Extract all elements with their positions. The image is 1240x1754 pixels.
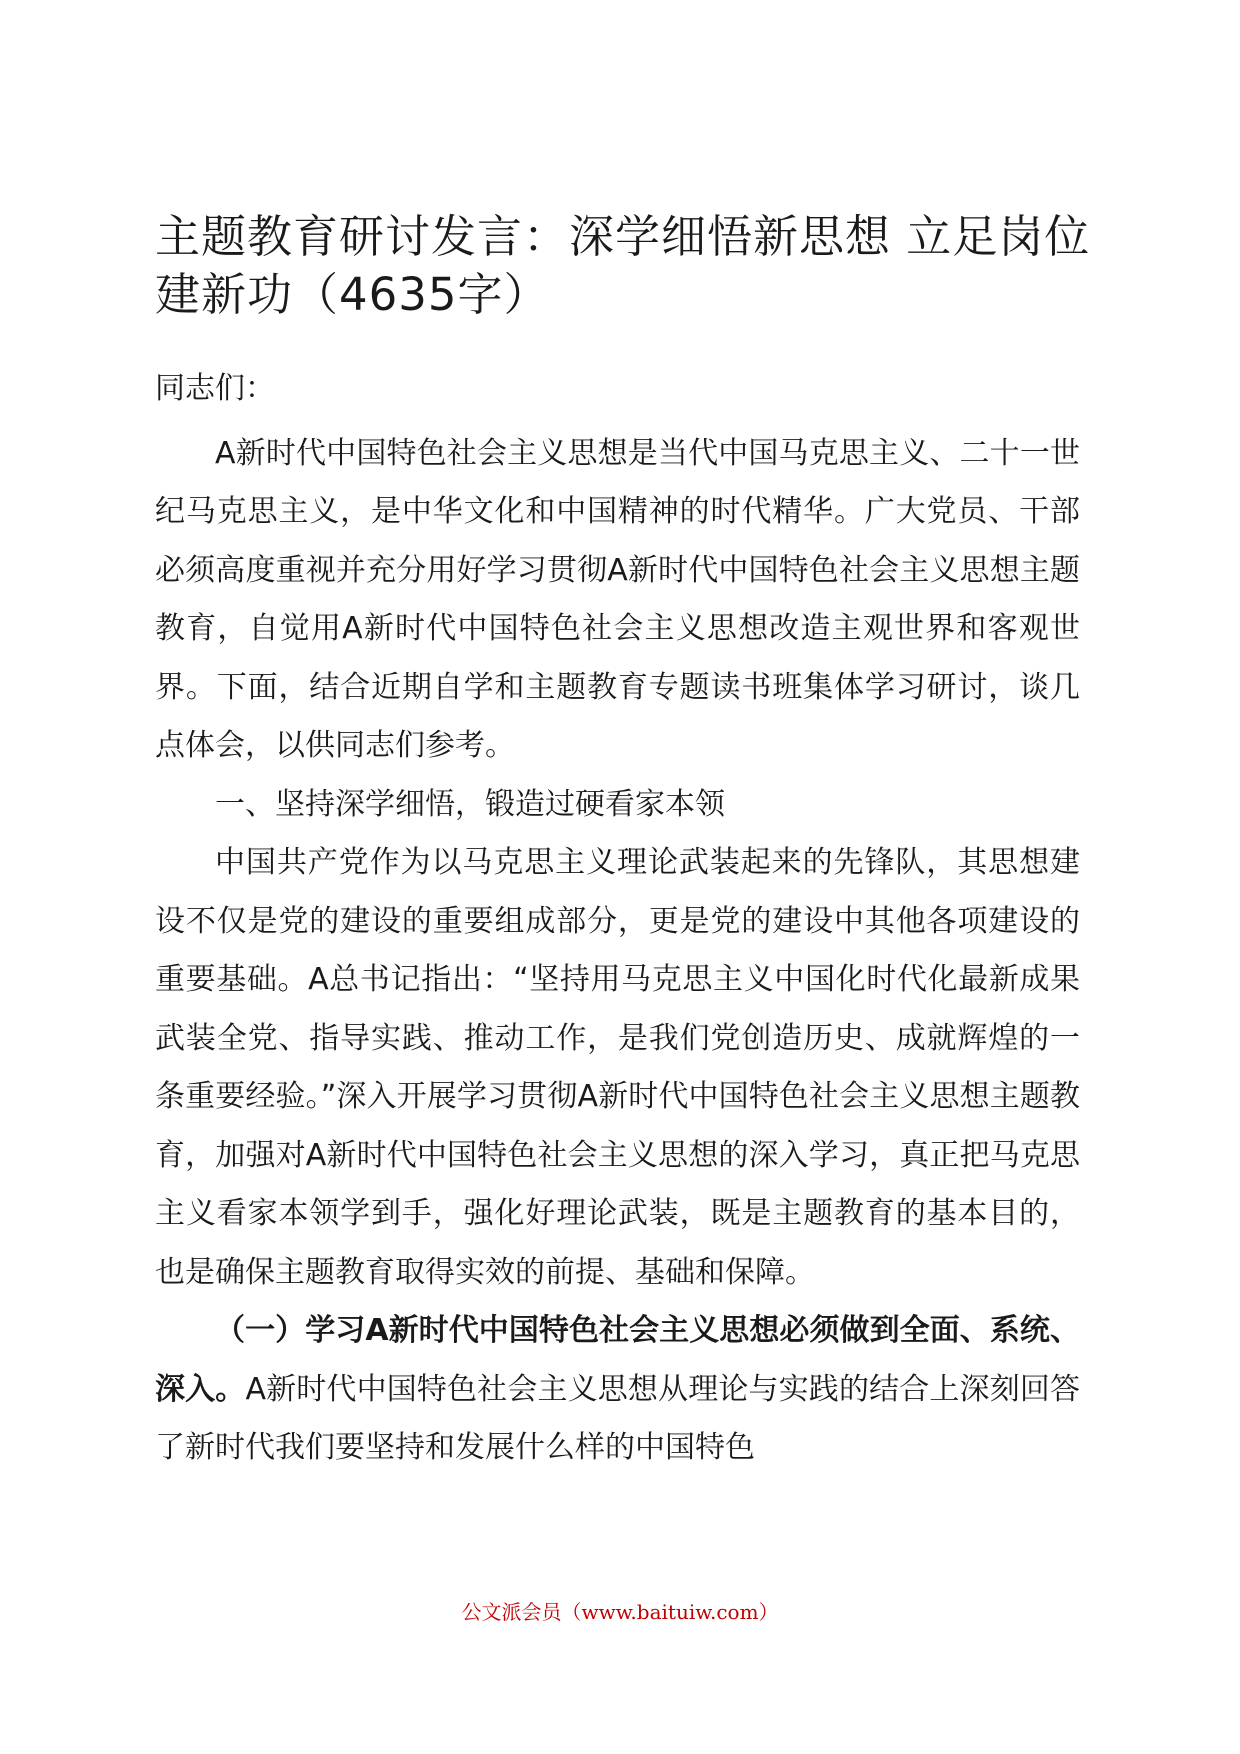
- subsection-text: A新时代中国特色社会主义思想从理论与实践的结合上深刻回答了新时代我们要坚持和发展什么样的中国特色: [155, 1371, 1080, 1465]
- section-heading: 一、坚持深学细悟，锻造过硬看家本领: [215, 786, 725, 822]
- document-title: 主题教育研讨发言：深学细悟新思想 立足岗位建新功（4635字）: [155, 210, 1091, 321]
- document-body: [155, 360, 1080, 1478]
- section-paragraph: 中国共产党作为以马克思主义理论武装起来的先锋队，其思想建设不仅是党的建设的重要组成部分，更是党的建设中其他各项建设的重要基础。A总书记指出：“坚持用马克思主义中国化时代化最新成果武装全党、指导实践、推动工作，是我们党创造历史、成就辉煌的一条重要经验。”深入开展学习贯彻A新时代中国特色社会主义思想主题教育，加强对A新时代中国特色社会主义思想的深入学习，真正把马克思主义看家本领学到手，强化好理论武装，既是主题教育的基本目的，也是确保主题教育取得实效的前提、基础和保障。: [155, 845, 1080, 1290]
- greeting: 同志们：: [155, 371, 275, 406]
- footer-watermark: 公文派会员（www.baituiw.com）: [461, 1600, 779, 1624]
- subsection-paragraph: [155, 1302, 1080, 1478]
- subsection-heading: （一）学习A新时代中国特色社会主义思想必须做到全面、系统、深入。: [155, 1313, 1080, 1407]
- intro-paragraph: A新时代中国特色社会主义思想是当代中国马克思主义、二十一世纪马克思主义，是中华文化和中国精神的时代精华。广大党员、干部必须高度重视并充分用好学习贯彻A新时代中国特色社会主义思想主题教育，自觉用A新时代中国特色社会主义思想改造主观世界和客观世界。下面，结合近期自学和主题教育专题读书班集体学习研讨，谈几点体会，以供同志们参考。: [155, 435, 1080, 763]
